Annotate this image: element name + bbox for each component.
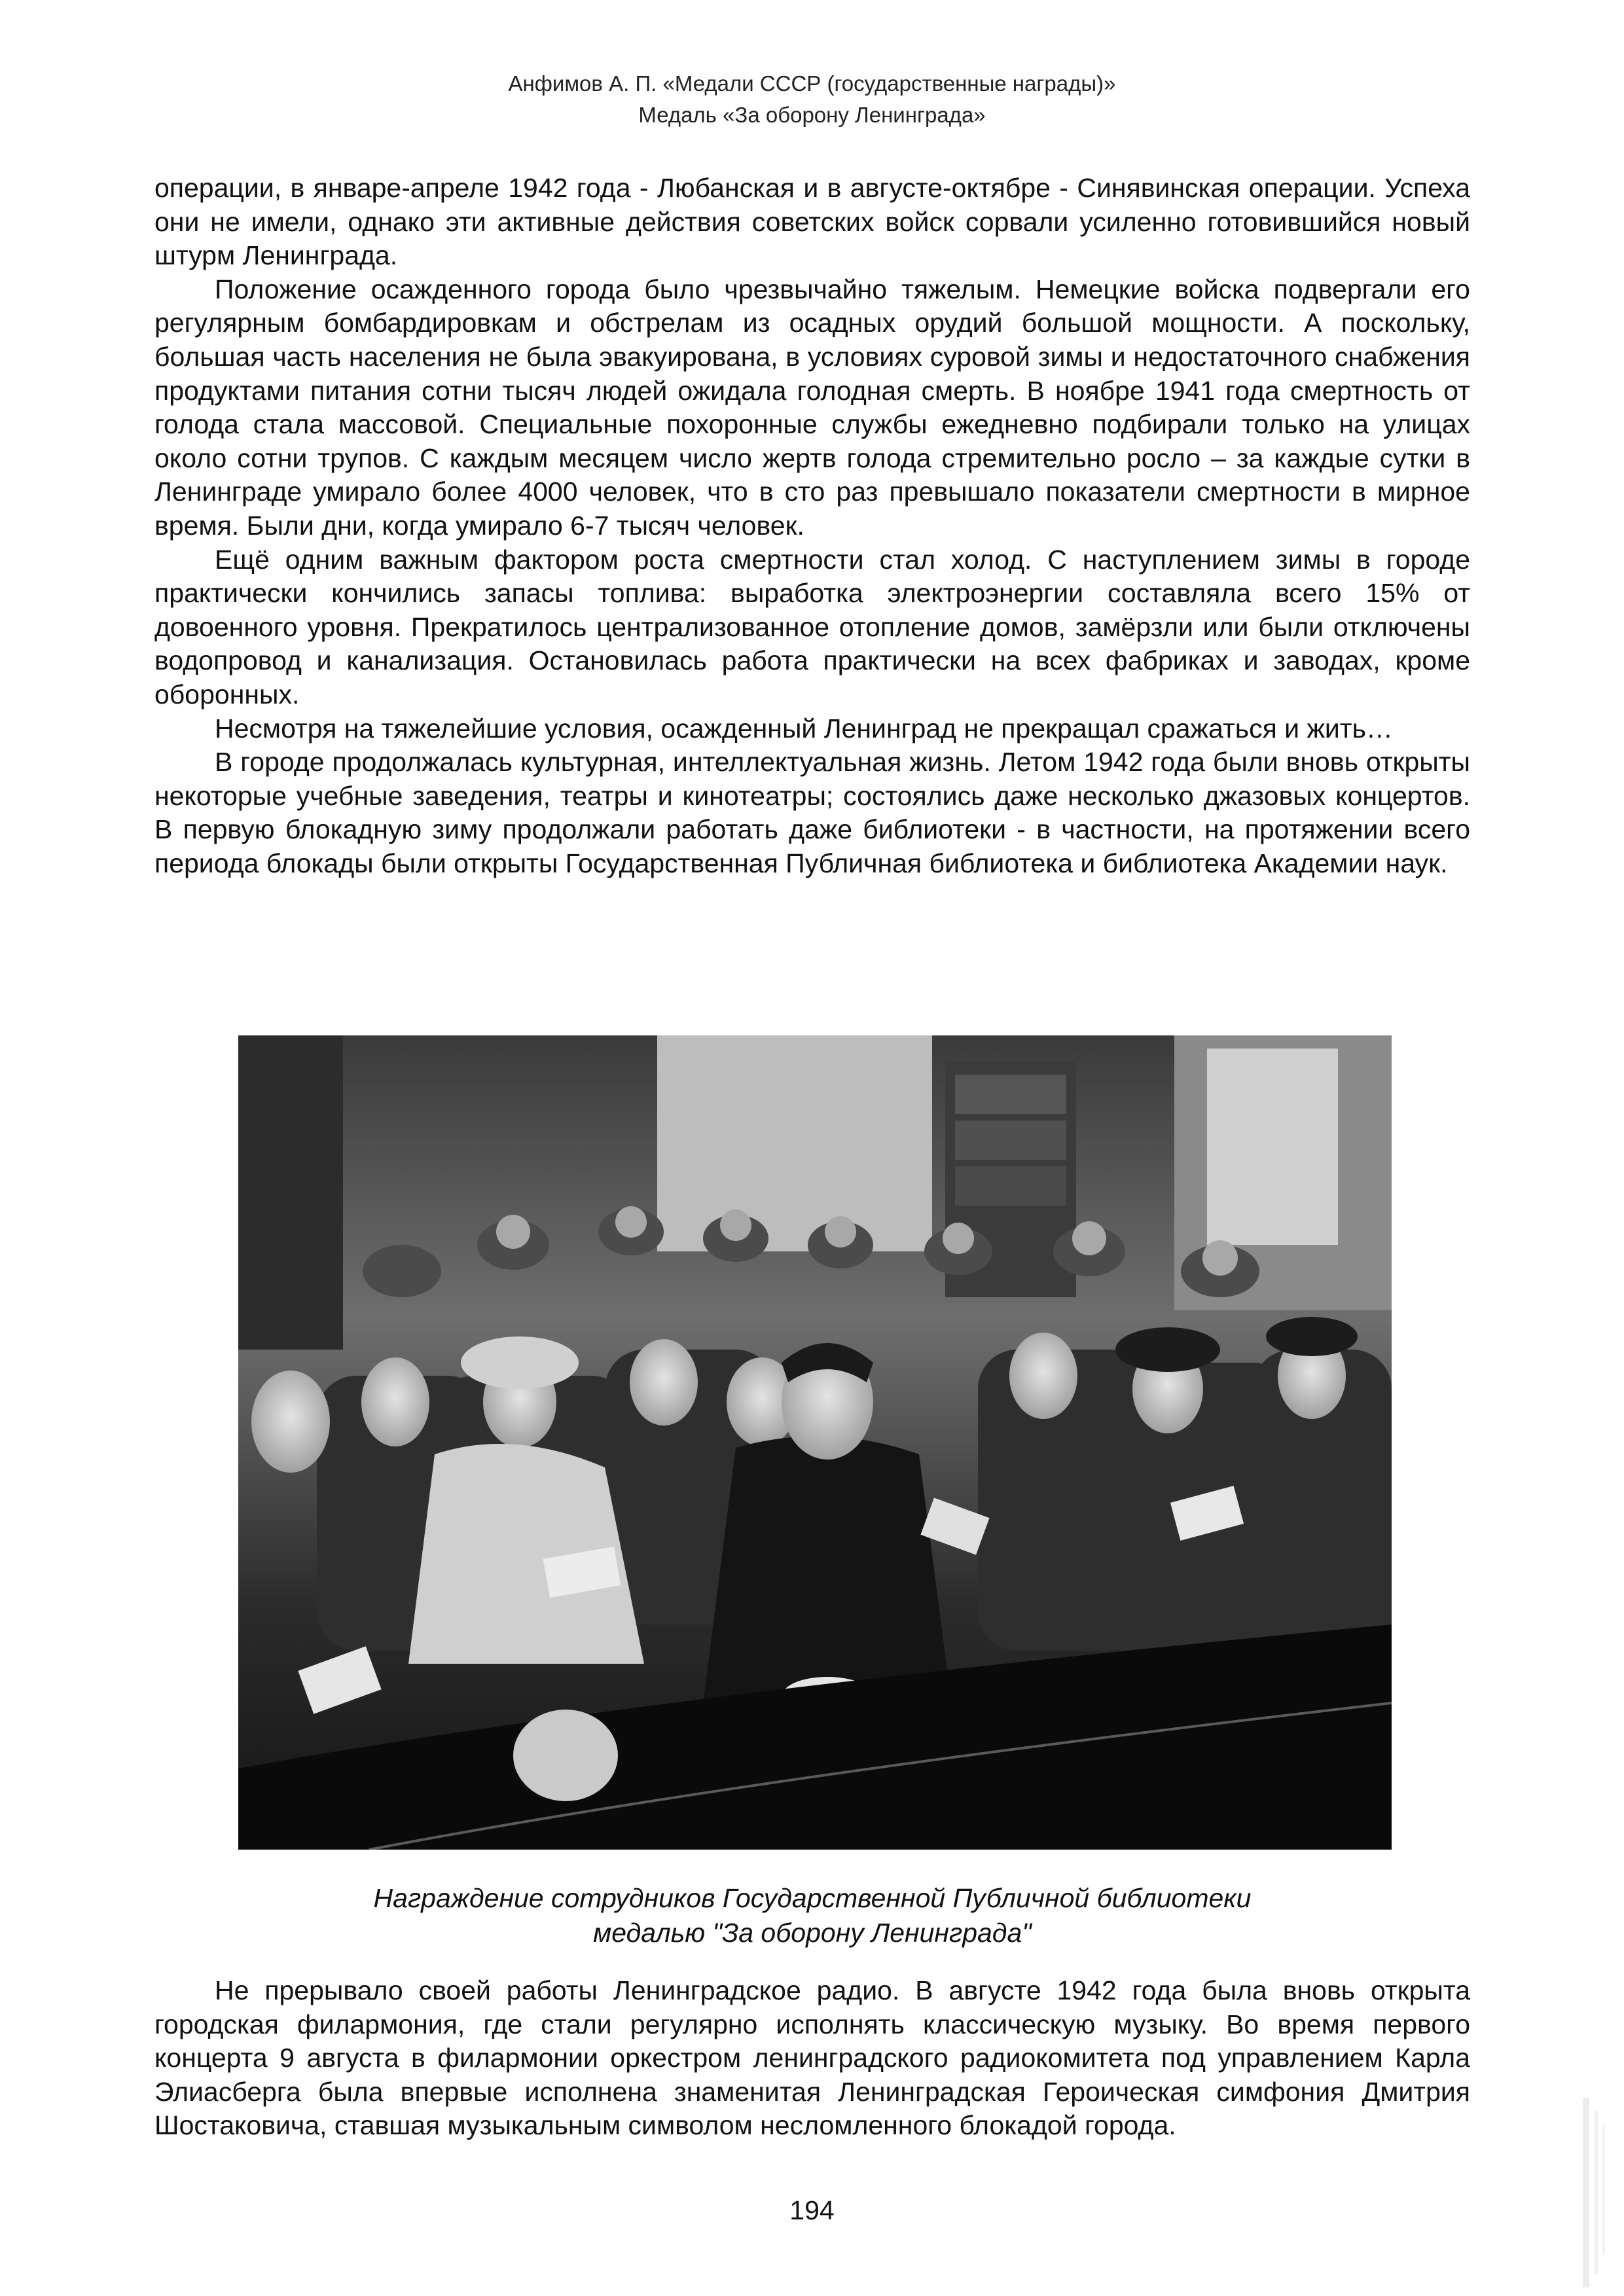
paragraph: Положение осажденного города было чрезвычайно тяжелым. Немецкие войска подвергали его регулярным бомбардировкам и обстрелам из осадных орудий большой мощности. А поскольку, большая часть населения не была эвакуирована, в условиях суровой зимы и недостаточного снабжения продуктами питания сотни тысяч людей ожидала голодная смерть. В ноябре 1941 года смертность от голода стала массовой. Специальные похоронные службы ежедневно подбирали только на улицах около сотни трупов. С каждым месяцем число жертв голода стремительно росло – за каждые сутки в Ленинграде умирало более 4000 человек, что в сто раз превышало показатели смертности в мирное время. Были дни, когда умирало 6-7 тысяч человек.: [154, 274, 1470, 541]
paragraph: Ещё одним важным фактором роста смертности стал холод. С наступлением зимы в городе практически кончились запасы топлива: выработка электроэнергии составляла всего 15% от довоенного уровня. Прекратилось централизованное отопление домов, замёрзли или были отключены водопровод и канализация. Остановилась работа практически на всех фабриках и заводах, кроме оборонных.: [154, 544, 1470, 709]
article-text-top: [154, 171, 1470, 880]
caption-line-2: медалью "За оборону Ленинграда": [593, 1918, 1032, 1948]
page-header: [0, 68, 1624, 131]
page-number: 194: [789, 2195, 835, 2225]
paragraph: Не прерывало своей работы Ленинградское радио. В августе 1942 года была вновь открыта городская филармония, где стали регулярно исполнять классическую музыку. Во время первого концерта 9 августа в филармонии оркестром ленинградского радиокомитета под управлением Карла Элиасберга была впервые исполнена знаменитая Ленинградская Героическая симфония Дмитрия Шостаковича, ставшая музыкальным символом несломленного блокадой города.: [154, 1975, 1470, 2141]
photo-caption: [154, 1881, 1470, 1950]
paragraph: В городе продолжалась культурная, интеллектуальная жизнь. Летом 1942 года были вновь открыты некоторые учебные заведения, театры и кинотеатры; состоялись даже несколько джазовых концертов. В первую блокадную зиму продолжали работать даже библиотеки - в частности, на протяжении всего периода блокады были открыты Государственная Публичная библиотека и библиотека Академии наук.: [154, 747, 1470, 878]
article-text-bottom: [154, 1974, 1470, 2143]
award-ceremony-photo: [238, 1035, 1392, 1850]
site-watermark: [1570, 2098, 1615, 2287]
header-book-title: Анфимов А. П. «Медали СССР (государственные награды)»: [508, 71, 1116, 96]
paragraph: операции, в январе-апреле 1942 года - Любанская и в августе-октябре - Синявинская операции. Успеха они не имели, однако эти активные действия советских войск сорвали усиленно готовившийся новый штурм Ленинграда.: [154, 173, 1470, 271]
header-chapter-title: Медаль «За оборону Ленинграда»: [638, 103, 986, 127]
caption-line-1: Награждение сотрудников Государственной Публичной библиотеки: [373, 1883, 1252, 1913]
paragraph: Несмотря на тяжелейшие условия, осажденный Ленинград не прекращал сражаться и жить…: [215, 713, 1393, 744]
